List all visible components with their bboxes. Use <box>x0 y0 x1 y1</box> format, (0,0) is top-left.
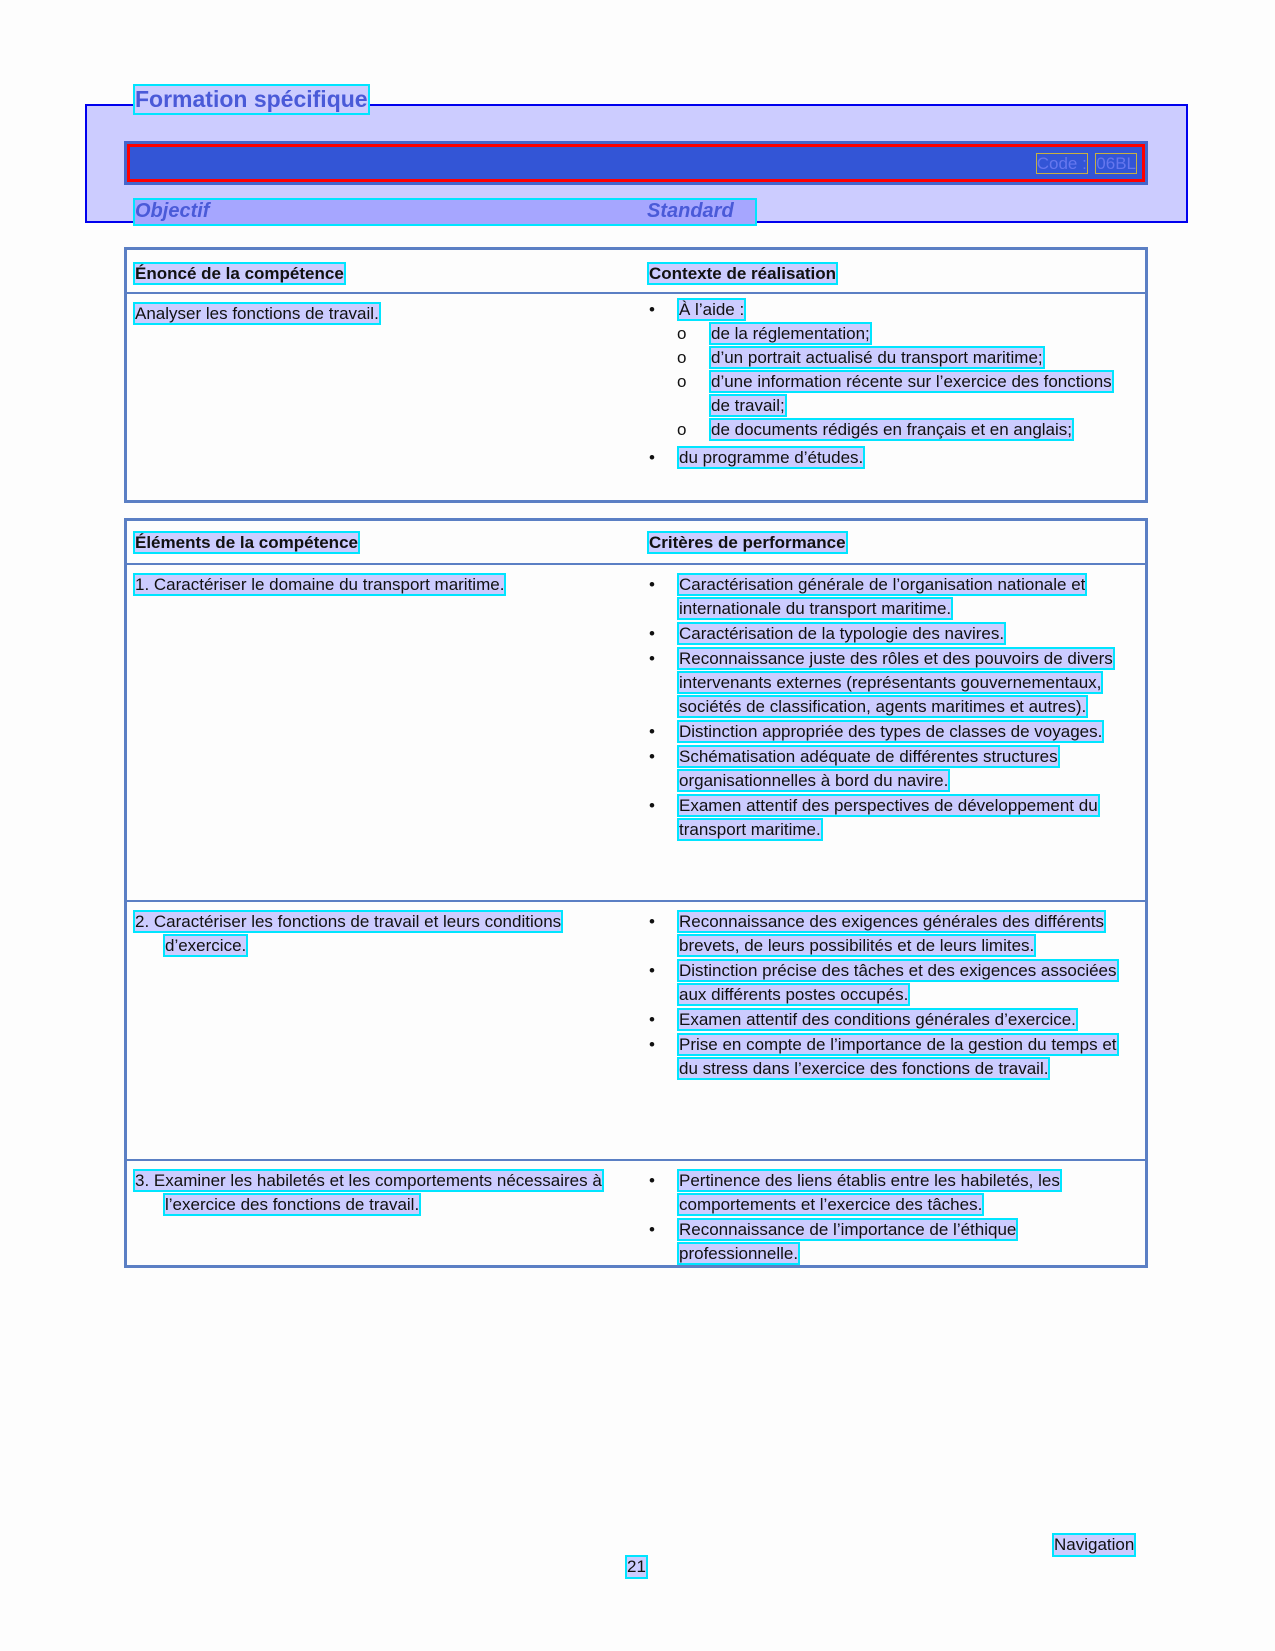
section-title: Formation spécifique <box>135 86 368 112</box>
course-code: Code : 06BL <box>1036 154 1136 173</box>
objective-row <box>135 200 755 224</box>
sub-list-item: o de la réglementation; <box>677 324 870 343</box>
element-text: 2. Caractériser les fonctions de travail et leurs conditions d’exercice. <box>135 912 562 955</box>
sub-list-item: o de documents rédigés en français et en anglais; <box>677 420 1073 439</box>
col-header: Éléments de la compétence <box>135 533 358 552</box>
col-header: Énoncé de la compétence <box>135 264 344 283</box>
code-bar <box>124 141 1148 185</box>
col-header: Critères de performance <box>649 533 846 552</box>
list-item: • du programme d’études. <box>649 448 864 467</box>
criterion-item: • Distinction appropriée des types de classes de voyages. <box>649 722 1103 741</box>
table-row <box>127 900 1145 1159</box>
standard-label: Standard <box>647 200 734 222</box>
list-item: • À l’aide : <box>649 300 745 319</box>
element-text: 1. Caractériser le domaine du transport maritime. <box>135 575 505 594</box>
page-number: 21 <box>627 1557 646 1576</box>
sub-list-item: o d’un portrait actualisé du transport maritime; <box>677 348 1043 367</box>
sub-list-item: o d’une information récente sur l’exercice des fonctions de travail; <box>677 372 1112 415</box>
elements-table <box>124 518 1148 1268</box>
criterion-item: • Reconnaissance juste des rôles et des pouvoirs de divers intervenants externes (représentants gouvernementaux, sociétés de classification, agents maritimes et autres). <box>649 649 1113 716</box>
element-text: 3. Examiner les habiletés et les comportements nécessaires à l’exercice des fonctions de travail. <box>135 1171 602 1214</box>
col-header: Contexte de réalisation <box>649 264 837 283</box>
criterion-item: • Pertinence des liens établis entre les habiletés, les comportements et l’exercice des tâches. <box>649 1171 1060 1214</box>
table-row <box>127 1159 1145 1267</box>
criterion-item: • Examen attentif des perspectives de développement du transport maritime. <box>649 796 1098 839</box>
criterion-item: • Schématisation adéquate de différentes structures organisationnelles à bord du navire. <box>649 747 1058 790</box>
table-row <box>127 563 1145 900</box>
criterion-item: • Distinction précise des tâches et des exigences associées aux différents postes occupés. <box>649 961 1117 1004</box>
criterion-item: • Prise en compte de l’importance de la gestion du temps et du stress dans l’exercice des fonctions de travail. <box>649 1035 1117 1078</box>
criterion-item: • Reconnaissance de l’importance de l’éthique professionnelle. <box>649 1220 1017 1263</box>
navigation-link[interactable]: Navigation <box>1054 1535 1135 1554</box>
competence-table <box>124 247 1148 503</box>
objective-label: Objectif <box>135 200 210 222</box>
criterion-item: • Caractérisation générale de l’organisation nationale et internationale du transport maritime. <box>649 575 1086 618</box>
criterion-item: • Reconnaissance des exigences générales des différents brevets, de leurs possibilités et de leurs limites. <box>649 912 1104 955</box>
criterion-item: • Examen attentif des conditions générales d’exercice. <box>649 1010 1076 1029</box>
criterion-item: • Caractérisation de la typologie des navires. <box>649 624 1005 643</box>
competence-statement: Analyser les fonctions de travail. <box>135 304 379 323</box>
